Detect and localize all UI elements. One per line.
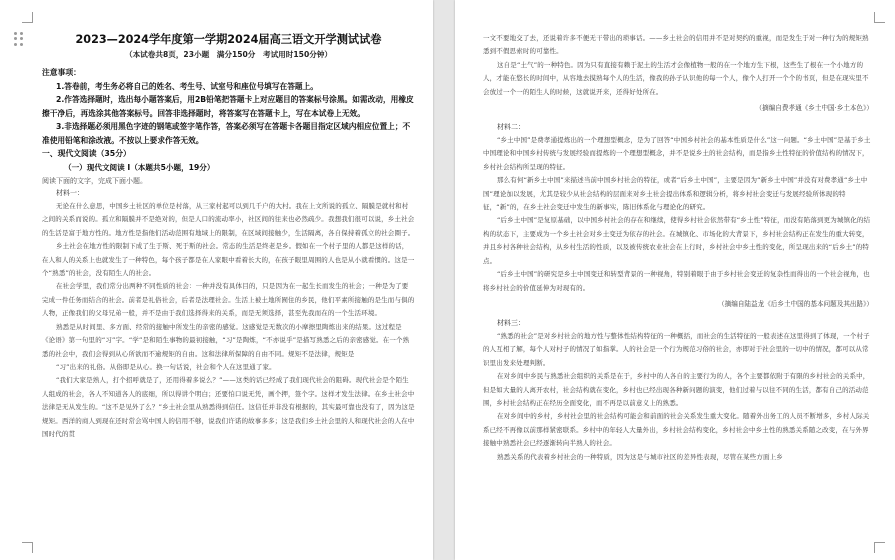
crop-mark	[22, 12, 33, 23]
section-one-subheading: （一）现代文阅读 I（本题共5小题，19分）	[64, 163, 215, 173]
paragraph: “我们大家是熟人，打个招呼就是了，还用得着多说么？”——这类的话已经成了我们现代社会的阻碍。现代社会是个陌生人组成的社会，各人不知道各人的底细，所以得讲个明白；还要怕口说无凭，画个押，签个字。这样才发生法律。在乡土社会中法律是无从发生的。“这不是见外了么？”乡土社会里从熟悉得到信任。这信任并非没有根据的，其实最可靠也没有了，因为这是规矩。西洋的商人到现在还时常会骂中国人的信用不够，说我们许诺的故事多多；这是我们乡土社会里的人和现代社会的人在中国时代的贯	[42, 376, 415, 438]
reading-instruction: 阅读下面的文字，完成下面小题。	[42, 177, 147, 186]
crop-mark	[22, 542, 33, 553]
material-two-label: 材料二：	[497, 123, 525, 132]
rule-3: 3.非选择题必须用黑色字迹的钢笔或签字笔作答，答案必须写在答题卡各题目指定区域内相应位置上；不准使用铅笔和涂改液。不按以上要求作答无效。	[42, 122, 411, 145]
paragraph: “习”出来的礼俗。从俗即是从心。换一句话说，社会和个人在这里通了家。	[56, 362, 276, 371]
paragraph: 在对乡间中的乡村，乡村社会里的社会结构可能会和前面的社会关系发生重大变化。随着外出务工的人员不断增多，乡村人际关系已经不再像以前那样紧密联系。乡村中的年轻人大量外出，乡村社会结构变化，乡村社会中乡土性的熟悉关系随之改变，在与外界接触中熟悉社会已经逐渐转向半熟人的社会。	[483, 412, 870, 448]
crop-mark	[874, 12, 885, 23]
paragraph: 一文不要地交了去，还说着许多不便无干带出的琐事话。——乡土社会的信用并不是对契约的重视，而是发生于对一种行为的规矩熟悉到不假思索时的可靠性。	[483, 34, 869, 56]
rule-2: 2.作答选择题时，选出每小题答案后，用2B铅笔把答题卡上对应题目的答案标号涂黑。如需改动，用橡皮擦干净后，再选涂其他答案标号。回答非选择题时，将答案写在答题卡上，写在本试卷上无效。	[42, 95, 414, 118]
notes-heading: 注意事项：	[42, 68, 81, 77]
crop-mark	[874, 542, 885, 553]
paragraph: 这自是“土气”的一种特色。因为只有直接有赖于泥土的生活才会像植物一般的在一个地方生下根，这些生了根在一个小地方的人，才能在悠长的时间中，从容地去摸熟每个人的生活，像我的孙子认识他的每一个人，像个人打开一个个的书页，但是在现实里不会放过一个一的陌生人的时候，这就说开来，还得好处所在。	[483, 60, 869, 96]
paragraph: 那么有何“新乡土中国”来描述当前中国乡村社会的特征，或者“后乡土中国”，主要是因为“新乡土中国”并没有对费孝通“乡土中国”理论加以发展，尤其是较少从社会结构的层面来对乡土社会提出体系和逻辑分析，将乡村社会变迁与发展经验所体现的特征，“新”的，在乡土社会变迁中发生的新事实，陈旧体系化与理论化的研究。	[483, 176, 868, 212]
exam-subtitle: （本试卷共8页，23小题 满分150分 考试用时150分钟）	[124, 50, 333, 59]
document-page-left	[0, 0, 433, 560]
material-three-label: 材料三：	[497, 318, 525, 327]
paragraph: 无论在什么意思，中国乡土社区的单位是村落，从三家村起可以到几千户的大村。我在上文所说的孤立、隔膜是就村和村之间的关系而说的。孤立和隔膜并不是绝对的，但是人口的流动率小，社区间的往来也必然疏少。我想我们很可以说，乡土社会的生活是富于地方性的。地方性是指他们活动范围有地域上的限制，在区域间接触少，生活隔离，各自保持着孤立的社会圈子。	[42, 202, 415, 237]
page-left-content	[42, 32, 415, 441]
paragraph: 熟悉关系的代表着乡村社会的一种特质，因为这是与城市社区的差异性表现，尽管在某些方面上乡	[497, 452, 783, 461]
paragraph: “后乡土中国”是复原基础，以中国乡村社会的存在和继续，使得乡村社会依然带有“乡土性”特征，而没有陷落到更为城镇化的结构的状态下，主要成为一个乡土社会对乡土变迁为依存的社会。在城镇化、市场化的大背景下，乡村社会结构正在发生的重大转变，并且乡村各种社会结构，从乡村生活的性质，以及被传统农业社会在上行时，乡村社会中乡土性的变化，所呈现出来的“后乡土”的特点。	[483, 216, 871, 265]
section-one-heading: 一、现代文阅读（35分）	[42, 149, 131, 159]
paragraph: “后乡土中国”的研究是乡土中国变迁和转型背景的一种视角，特别着眼于由于乡村社会变迁的复杂性而得出的一个社会视角，也将乡村社会的价值延伸为对现有的。	[483, 270, 870, 292]
exam-title: 2023—2024学年度第一学期2024届高三语文开学测试试卷	[75, 33, 382, 46]
paragraph: 乡土社会在地方性的限制下成了生于斯、死于斯的社会。常态的生活是终老是乡。假如在一个村子里的人都是这样的话，在人和人的关系上也就发生了一种特色，每个孩子都是在人家眼中看着长大的，在孩子眼里周围的人也是从小就看惯的。这是一个“熟悉”的社会，没有陌生人的社会。	[42, 242, 415, 278]
paragraph: “乡土中国”是费孝通提炼出的一个理想型概念，是为了回答“中国乡村社会的基本性质是什么”这一问题。“乡土中国”是基于乡土中国理论和中国乡村传统与发展经验而提炼的一个理想型概念，并不是说乡土的社会结构，而是指乡土性特征的价值结构的情况下，乡村社会结构所呈现的特征。	[483, 136, 871, 171]
document-page-right	[455, 0, 895, 560]
source-citation-two: （摘编自陆益龙《后乡土中国的基本问题及其出路》）	[718, 299, 873, 308]
paragraph: 在社会学里，我们常分出两种不同性质的社会：一种并没有具体目的，只是因为在一起生长而发生的社会；一种是为了要完成一件任务而结合的社会。前者是礼俗社会，后者是法理社会。生活上被土地所囿住的乡民，他们平素所接触的是生而与俱的人物，正像我们的父母兄弟一般，并不是由于我们选择得来的关系，而是无须选择，甚至先我而在的一个生活环境。	[42, 282, 415, 318]
page-right-content	[483, 32, 873, 464]
paragraph: “熟悉的社会”是对乡村社会的地方性与整体性结构特征的一种概括，而社会的生活特征的一般表述在这里得到了体现，一个村子的人互相了解，每个人对村子的情况了如指掌。人的社会是一个行为规范习俗的社会，亦即对于社会里的一切中的情况，都可以从常识里出发来处理判断。	[483, 331, 870, 367]
paragraph: 在对乡间中乡民与熟悉社会组织的关系是在于，乡村中的人各自的主要行为的人，各个主要都依附于有限的乡村社会的关系中，但是如大量的人离开农村，社会结构就在变化，乡村也已经出现各种新问题的演变，他们过着与以往不同的生活，都有自己的活动范围，乡村社会结构正在经历全面变化，而不再是以前意义上的熟悉。	[483, 372, 870, 407]
drag-handle-icon[interactable]	[14, 32, 24, 46]
material-one-label: 材料一：	[56, 189, 84, 198]
source-citation-one: （摘编自费孝通《乡土中国·乡土本色》）	[755, 104, 873, 113]
rule-1: 1.答卷前，考生务必将自己的姓名、考生号、试室号和座位号填写在答题上。	[56, 82, 318, 91]
paragraph: 熟悉是从时间里、多方面、经常的接触中所发生的亲密的感觉。这感觉是无数次的小摩擦里陶炼出来的结果。这过程是《论语》第一句里的“习”字。“学”是和陌生事物的最初接触，“习”是陶炼，“不亦说乎”是描写熟悉之后的亲密感觉。在一个熟悉的社会中，我们会得到从心所欲而不逾规矩的自由。这和法律所保障的自由不同。规矩不是法律，规矩是	[42, 322, 410, 358]
